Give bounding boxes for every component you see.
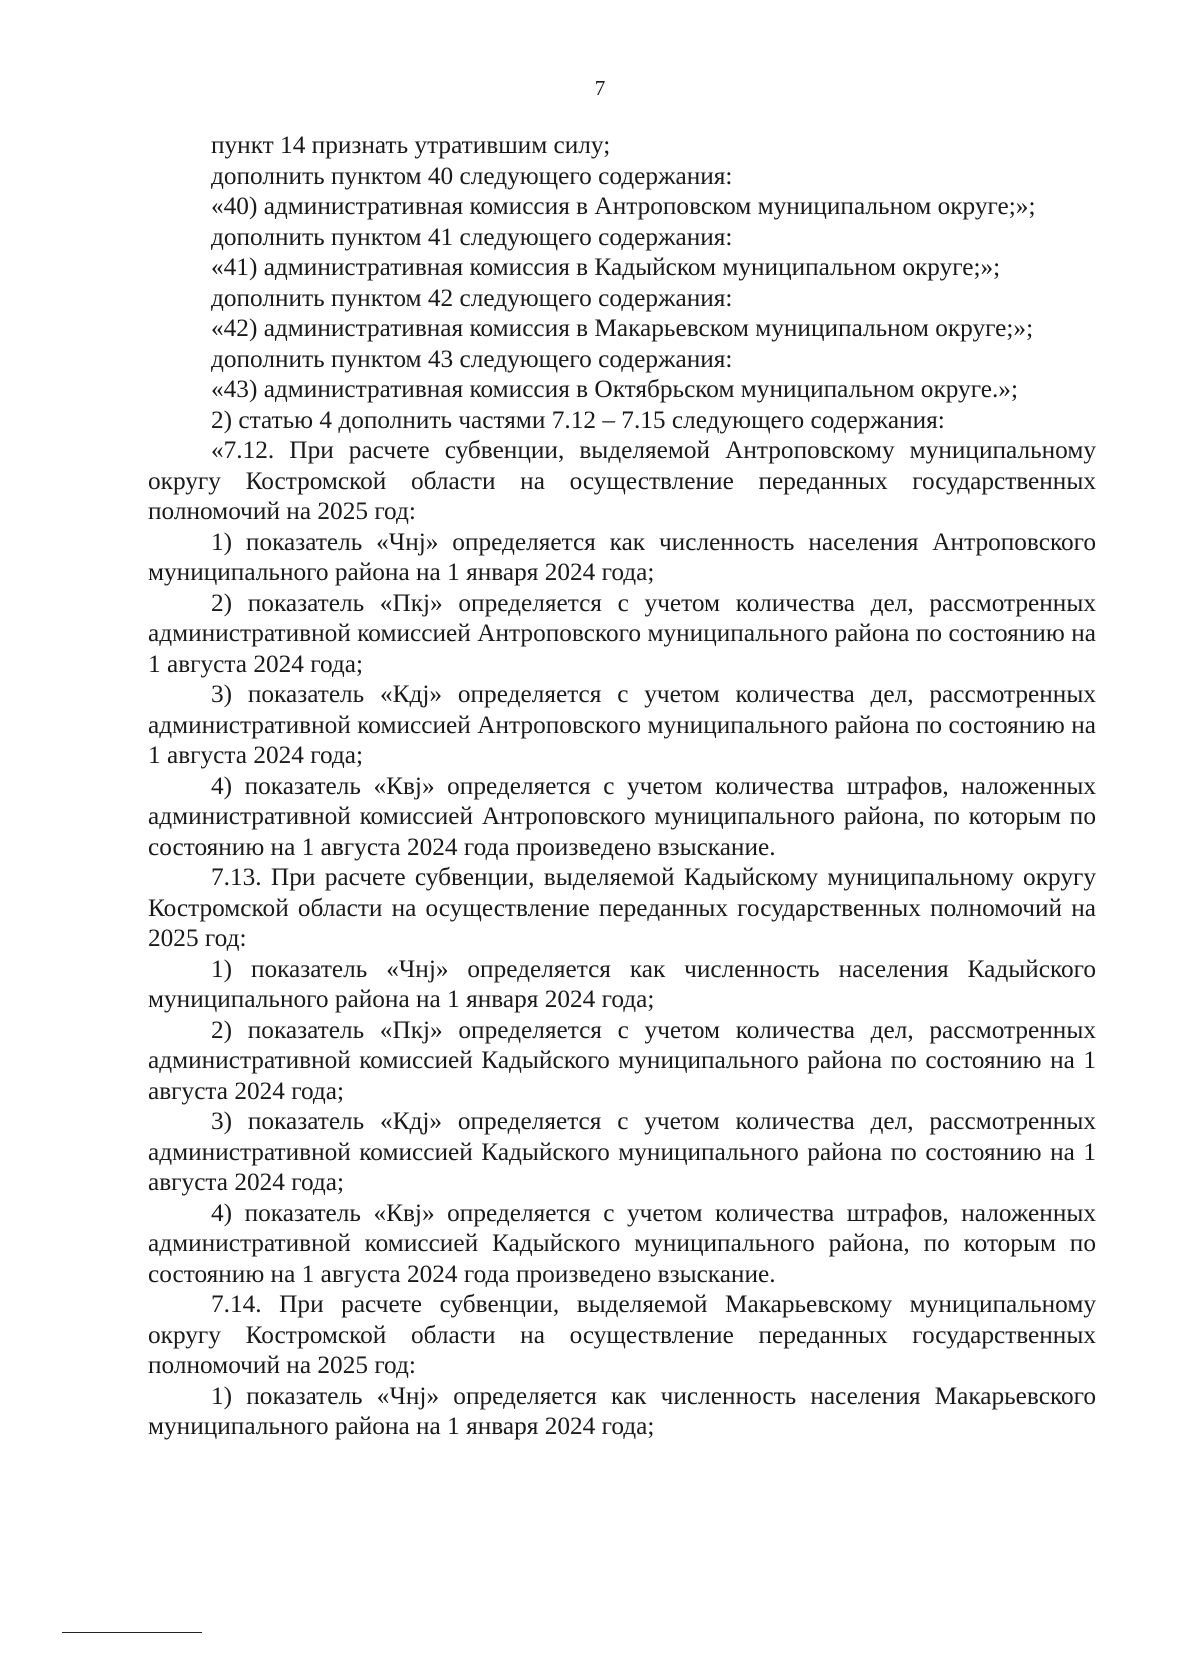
indicator-paragraph: 4) показатель «Квj» определяется с учетом количества штрафов, наложенных административной комиссией Антроповского муниципального района, по которым по состоянию на 1 августа 2024 года произведено взыскание. bbox=[148, 771, 1096, 861]
amendment-line: дополнить пунктом 43 следующего содержания: bbox=[211, 344, 733, 373]
indicator-paragraph: 2) показатель «Пкj» определяется с учетом количества дел, рассмотренных административной комиссией Антроповского муниципального района по состоянию на 1 августа 2024 года; bbox=[148, 588, 1096, 678]
amendment-line: «42) административная комиссия в Макарьевском муниципальном округе;»; bbox=[211, 314, 1034, 342]
amendment-line: 2) статью 4 дополнить частями 7.12 – 7.15 следующего содержания: bbox=[211, 405, 945, 434]
indicator-paragraph: 3) показатель «Кдj» определяется с учетом количества дел, рассмотренных административной комиссией Антроповского муниципального района по состоянию на 1 августа 2024 года; bbox=[148, 680, 1096, 769]
section-7-12-intro: «7.12. При расчете субвенции, выделяемой Антроповскому муниципальному округу Костромской области на осуществление переданных государственных полномочий на 2025 год: bbox=[148, 436, 1096, 525]
amendment-line: дополнить пунктом 41 следующего содержания: bbox=[211, 222, 733, 251]
amendment-line: «40) административная комиссия в Антроповском муниципальном округе;»; bbox=[211, 192, 1036, 220]
indicator-paragraph: 1) показатель «Чнj» определяется как численность населения Антроповского муниципального района на 1 января 2024 года; bbox=[148, 527, 1096, 586]
indicator-paragraph: 1) показатель «Чнj» определяется как численность населения Макарьевского муниципального района на 1 января 2024 года; bbox=[148, 1381, 1096, 1440]
amendment-line: пункт 14 признать утратившим силу; bbox=[211, 131, 611, 159]
indicator-paragraph: 4) показатель «Квj» определяется с учетом количества штрафов, наложенных административной комиссией Кадыйского муниципального района, по которым по состоянию на 1 августа 2024 года произведено взыскание. bbox=[148, 1198, 1096, 1288]
section-7-14-intro: 7.14. При расчете субвенции, выделяемой Макарьевскому муниципальному округу Костромской области на осуществление переданных государственных полномочий на 2025 год: bbox=[148, 1290, 1096, 1379]
section-7-13-intro: 7.13. При расчете субвенции, выделяемой Кадыйскому муниципальному округу Костромской области на осуществление переданных государственных полномочий на 2025 год: bbox=[148, 863, 1096, 952]
document-body bbox=[148, 130, 1096, 1442]
indicator-paragraph: 3) показатель «Кдj» определяется с учетом количества дел, рассмотренных административной комиссией Кадыйского муниципального района по состоянию на 1 августа 2024 года; bbox=[148, 1107, 1096, 1196]
amendment-line: «43) административная комиссия в Октябрьском муниципальном округе.»; bbox=[211, 375, 1018, 403]
amendment-line: дополнить пунктом 42 следующего содержания: bbox=[211, 283, 733, 312]
indicator-paragraph: 2) показатель «Пкj» определяется с учетом количества дел, рассмотренных административной комиссией Кадыйского муниципального района по состоянию на 1 августа 2024 года; bbox=[148, 1015, 1096, 1105]
amendment-line: дополнить пунктом 40 следующего содержания: bbox=[211, 161, 733, 190]
indicator-paragraph: 1) показатель «Чнj» определяется как численность населения Кадыйского муниципального района на 1 января 2024 года; bbox=[148, 954, 1096, 1013]
amendment-line: «41) административная комиссия в Кадыйском муниципальном округе;»; bbox=[211, 253, 1001, 281]
footer-rule bbox=[62, 1632, 202, 1633]
page-number: 7 bbox=[594, 76, 606, 100]
